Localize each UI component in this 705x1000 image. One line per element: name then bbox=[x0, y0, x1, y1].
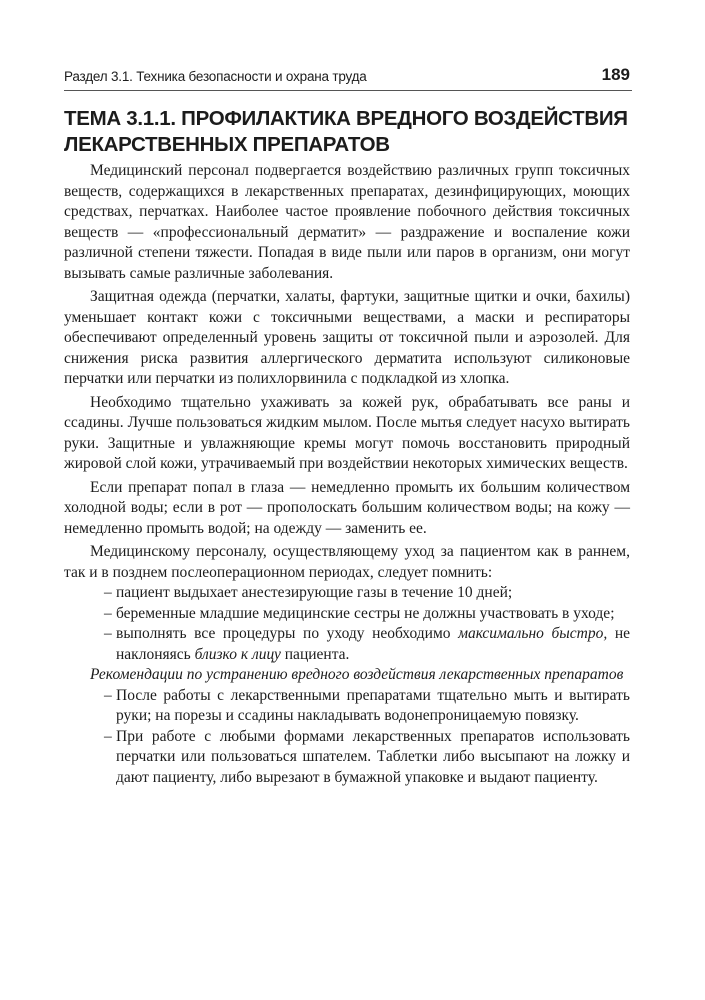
section-title: Раздел 3.1. Техника безопасности и охрана труда bbox=[64, 69, 367, 84]
running-header bbox=[64, 64, 632, 91]
topic-heading bbox=[64, 106, 644, 158]
list-item bbox=[104, 686, 630, 727]
list-item-text: При работе с любыми формами лекарственных препаратов использовать перчатки или пользоваться шпателем. Таблетки либо высыпают на ложку и дают пациенту, либо вырезают в бумажной упаковке и выдают пациенту. bbox=[116, 727, 630, 786]
list-item-text-start: выполнять все процедуры по уходу необходимо bbox=[116, 625, 451, 642]
topic-heading-line-2: ЛЕКАРСТВЕННЫХ ПРЕПАРАТОВ bbox=[64, 133, 390, 156]
page-number: 189 bbox=[601, 65, 630, 84]
list-dash: – bbox=[104, 686, 112, 704]
list-item-text-middle: не наклоняясь bbox=[116, 625, 630, 663]
recommendations-title: Рекомендации по устранению вредного воздействия лекарственных препаратов bbox=[90, 666, 624, 683]
precautions-list bbox=[64, 583, 630, 665]
list-dash: – bbox=[104, 584, 112, 601]
list-item bbox=[104, 604, 630, 625]
body-text bbox=[64, 161, 630, 788]
list-dash: – bbox=[104, 625, 112, 642]
topic-heading-line-1: ТЕМА 3.1.1. ПРОФИЛАКТИКА ВРЕДНОГО ВОЗДЕЙСТВИЯ bbox=[64, 107, 628, 130]
list-item-emphasis: максимально быстро, bbox=[458, 625, 608, 642]
list-item bbox=[104, 624, 630, 665]
list-dash: – bbox=[104, 604, 112, 622]
list-item-text-end: пациента. bbox=[284, 645, 350, 663]
list-item bbox=[104, 583, 630, 604]
list-item bbox=[104, 727, 630, 789]
paragraph-3: Необходимо тщательно ухаживать за кожей рук, обрабатывать все раны и ссадины. Лучше пользоваться жидким мылом. После мытья следует насухо вытирать руки. Защитные и увлажняющие кремы могут помочь восстановить природный жировой слой кожи, утрачиваемый при воздействии некоторых химических веществ. bbox=[64, 393, 630, 472]
list-item-text: пациент выдыхает анестезирующие газы в течение 10 дней; bbox=[116, 584, 513, 601]
list-item-emphasis: близко к лицу bbox=[194, 645, 281, 663]
paragraph-5: Медицинскому персоналу, осуществляющему уход за пациентом как в раннем, так и в позднем послеоперационном периодах, следует помнить: bbox=[64, 543, 630, 581]
paragraph-1: Медицинский персонал подвергается воздействию различных групп токсичных веществ, содержащихся в лекарственных препаратах, дезинфицирующих, моющих средствах, перчатках. Наиболее частое проявление побочного действия токсичных веществ — «профессиональный дерматит» — раздражение и воспаление кожи различной степени тяжести. Попадая в виде пыли или паров в организм, они могут вызывать самые различные заболевания. bbox=[64, 162, 630, 282]
list-item-text: После работы с лекарственными препаратами тщательно мыть и вытирать руки; на порезы и ссадины накладывать водонепроницаемую повязку. bbox=[116, 686, 630, 724]
list-dash: – bbox=[104, 727, 112, 745]
paragraph-2: Защитная одежда (перчатки, халаты, фартуки, защитные щитки и очки, бахилы) уменьшает контакт кожи с токсичными веществами, а маски и респираторы обеспечивают определенный уровень защиты от токсичной пыли и аэрозолей. Для снижения риска развития аллергического дерматита используют силиконовые перчатки или перчатки из полихлорвинила с подкладкой из хлопка. bbox=[64, 288, 630, 387]
paragraph-4: Если препарат попал в глаза — немедленно промыть их большим количеством холодной воды; если в рот — прополоскать большим количеством воды; на кожу — немедленно промыть водой; на одежду — заменить ее. bbox=[64, 478, 630, 537]
recommendations-list bbox=[64, 686, 630, 789]
list-item-text: беременные младшие медицинские сестры не должны участвовать в уходе; bbox=[116, 604, 615, 622]
